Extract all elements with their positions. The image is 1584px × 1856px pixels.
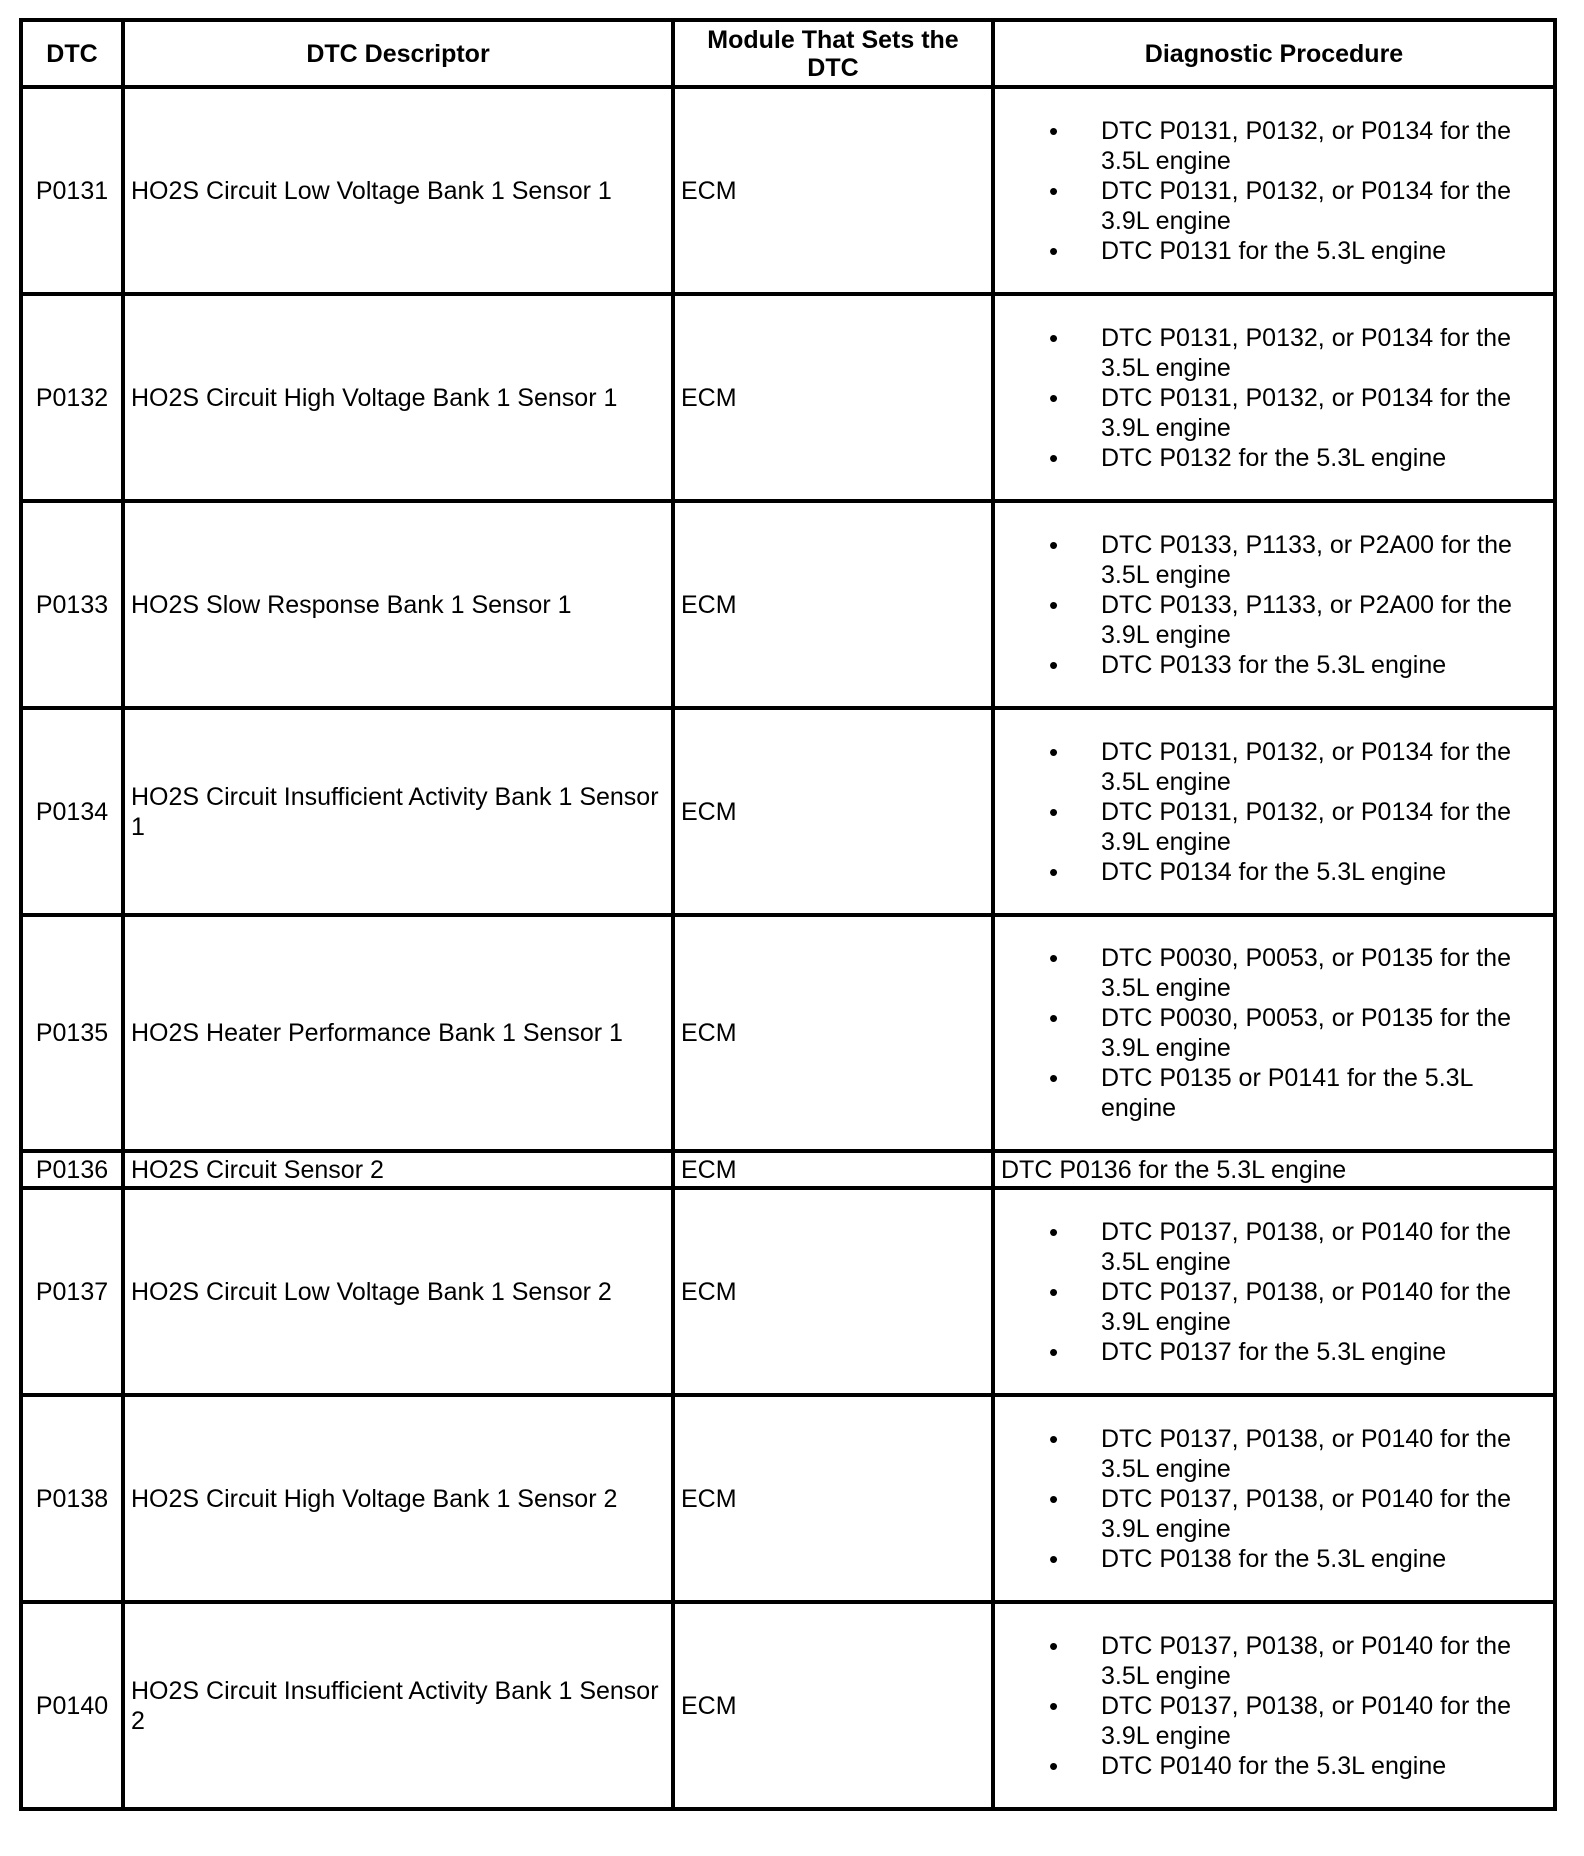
- table-row: [21, 1602, 1555, 1809]
- procedure-link[interactable]: • DTC P0132 for the 5.3L engine: [1101, 443, 1547, 473]
- diagnostic-procedure: [993, 915, 1555, 1151]
- module: ECM: [673, 915, 993, 1151]
- procedure-link[interactable]: • DTC P0137, P0138, or P0140 for the 3.9L engine: [1101, 1484, 1547, 1544]
- module: ECM: [673, 87, 993, 294]
- table-row: [21, 915, 1555, 1151]
- procedure-link[interactable]: • DTC P0030, P0053, or P0135 for the 3.9L engine: [1101, 1003, 1547, 1063]
- dtc-code: P0132: [21, 294, 123, 501]
- procedure-link[interactable]: • DTC P0131, P0132, or P0134 for the 3.9L engine: [1101, 383, 1547, 443]
- procedure-link[interactable]: • DTC P0133 for the 5.3L engine: [1101, 650, 1547, 680]
- module: ECM: [673, 1188, 993, 1395]
- module: ECM: [673, 501, 993, 708]
- header-row: [21, 20, 1555, 87]
- procedure-link[interactable]: • DTC P0137, P0138, or P0140 for the 3.9L engine: [1101, 1691, 1547, 1751]
- dtc-descriptor: HO2S Heater Performance Bank 1 Sensor 1: [123, 915, 673, 1151]
- dtc-code: P0138: [21, 1395, 123, 1602]
- procedure-link[interactable]: • DTC P0131, P0132, or P0134 for the 3.9L engine: [1101, 176, 1547, 236]
- procedure-link[interactable]: • DTC P0131 for the 5.3L engine: [1101, 236, 1547, 266]
- dtc-descriptor: HO2S Circuit Low Voltage Bank 1 Sensor 2: [123, 1188, 673, 1395]
- table-row: [21, 501, 1555, 708]
- dtc-descriptor: HO2S Circuit Low Voltage Bank 1 Sensor 1: [123, 87, 673, 294]
- dtc-code: P0136: [21, 1151, 123, 1188]
- table-row: [21, 708, 1555, 915]
- table-row: [21, 87, 1555, 294]
- procedure-link[interactable]: • DTC P0131, P0132, or P0134 for the 3.5L engine: [1101, 116, 1547, 176]
- diagnostic-procedure: [993, 87, 1555, 294]
- table-row: [21, 1395, 1555, 1602]
- procedure-link[interactable]: • DTC P0131, P0132, or P0134 for the 3.5L engine: [1101, 323, 1547, 383]
- procedure-link[interactable]: • DTC P0133, P1133, or P2A00 for the 3.9L engine: [1101, 590, 1547, 650]
- diagnostic-procedure: [993, 1395, 1555, 1602]
- dtc-descriptor: HO2S Slow Response Bank 1 Sensor 1: [123, 501, 673, 708]
- diagnostic-procedure: [993, 294, 1555, 501]
- procedure-link[interactable]: DTC P0136 for the 5.3L engine: [993, 1151, 1555, 1188]
- procedure-link[interactable]: • DTC P0137, P0138, or P0140 for the 3.9L engine: [1101, 1277, 1547, 1337]
- header-procedure: Diagnostic Procedure: [993, 20, 1555, 87]
- procedure-link[interactable]: • DTC P0030, P0053, or P0135 for the 3.5L engine: [1101, 943, 1547, 1003]
- dtc-descriptor: HO2S Circuit Sensor 2: [123, 1151, 673, 1188]
- dtc-code: P0133: [21, 501, 123, 708]
- module: ECM: [673, 294, 993, 501]
- table-row: [21, 1151, 1555, 1188]
- procedure-link[interactable]: • DTC P0133, P1133, or P2A00 for the 3.5L engine: [1101, 530, 1547, 590]
- module: ECM: [673, 708, 993, 915]
- procedure-link[interactable]: • DTC P0131, P0132, or P0134 for the 3.9L engine: [1101, 797, 1547, 857]
- module: ECM: [673, 1395, 993, 1602]
- procedure-link[interactable]: • DTC P0135 or P0141 for the 5.3L engine: [1101, 1063, 1547, 1123]
- dtc-code: P0140: [21, 1602, 123, 1809]
- dtc-code: P0135: [21, 915, 123, 1151]
- procedure-link[interactable]: • DTC P0137, P0138, or P0140 for the 3.5L engine: [1101, 1631, 1547, 1691]
- module: ECM: [673, 1602, 993, 1809]
- diagnostic-procedure: [993, 1188, 1555, 1395]
- dtc-code: P0137: [21, 1188, 123, 1395]
- dtc-code: P0131: [21, 87, 123, 294]
- header-descriptor: DTC Descriptor: [123, 20, 673, 87]
- diagnostic-procedure: [993, 1602, 1555, 1809]
- module: ECM: [673, 1151, 993, 1188]
- procedure-link[interactable]: • DTC P0134 for the 5.3L engine: [1101, 857, 1547, 887]
- procedure-link[interactable]: • DTC P0137, P0138, or P0140 for the 3.5L engine: [1101, 1217, 1547, 1277]
- dtc-descriptor: HO2S Circuit Insufficient Activity Bank 1 Sensor 2: [123, 1602, 673, 1809]
- procedure-link[interactable]: • DTC P0140 for the 5.3L engine: [1101, 1751, 1547, 1781]
- dtc-descriptor: HO2S Circuit High Voltage Bank 1 Sensor 2: [123, 1395, 673, 1602]
- dtc-descriptor: HO2S Circuit High Voltage Bank 1 Sensor 1: [123, 294, 673, 501]
- procedure-link[interactable]: • DTC P0138 for the 5.3L engine: [1101, 1544, 1547, 1574]
- header-dtc: DTC: [21, 20, 123, 87]
- header-module: Module That Sets the DTC: [673, 20, 993, 87]
- table-row: [21, 294, 1555, 501]
- dtc-table: [19, 18, 1557, 1811]
- diagnostic-procedure: [993, 501, 1555, 708]
- procedure-link[interactable]: • DTC P0137, P0138, or P0140 for the 3.5L engine: [1101, 1424, 1547, 1484]
- procedure-link[interactable]: • DTC P0131, P0132, or P0134 for the 3.5L engine: [1101, 737, 1547, 797]
- table-row: [21, 1188, 1555, 1395]
- procedure-link[interactable]: • DTC P0137 for the 5.3L engine: [1101, 1337, 1547, 1367]
- diagnostic-procedure: [993, 708, 1555, 915]
- dtc-descriptor: HO2S Circuit Insufficient Activity Bank 1 Sensor 1: [123, 708, 673, 915]
- dtc-code: P0134: [21, 708, 123, 915]
